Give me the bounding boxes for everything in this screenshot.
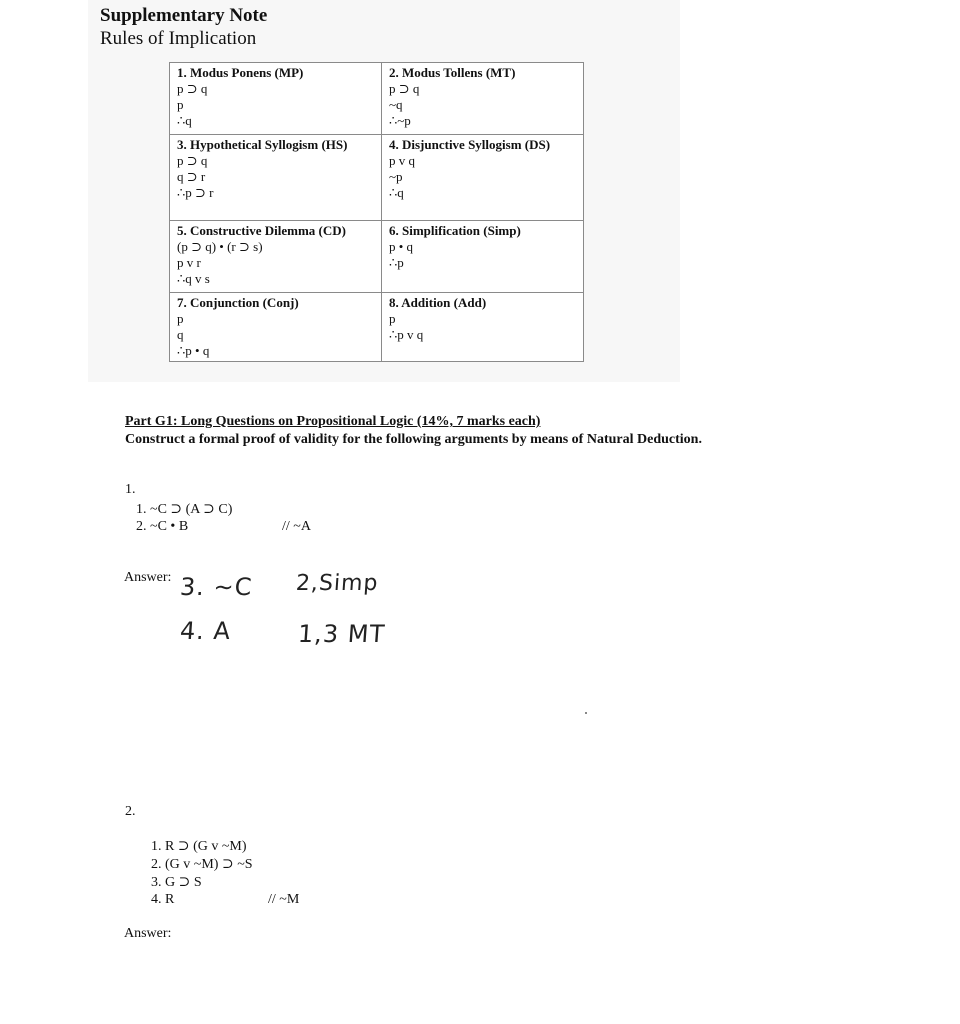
- rule-line: p ⊃ q: [389, 81, 420, 96]
- rule-line: ∴~p: [389, 113, 411, 128]
- rule-cell-hs: [170, 135, 382, 221]
- rule-line: p v r: [177, 255, 201, 270]
- question-2-answer-label: Answer:: [124, 926, 172, 941]
- rule-line: p ⊃ q: [177, 153, 208, 168]
- rule-line: p ⊃ q: [177, 81, 208, 96]
- rule-line: ~q: [389, 97, 403, 112]
- question-2-premise-1: 1. R ⊃ (G v ~M): [151, 839, 247, 854]
- rule-line: p: [389, 311, 396, 326]
- rule-line: p • q: [389, 239, 414, 254]
- rule-cell-conj: [170, 293, 382, 362]
- question-2-premise-2: 2. (G v ~M) ⊃ ~S: [151, 857, 253, 872]
- rule-name: 3. Hypothetical Syllogism (HS): [177, 137, 348, 152]
- rule-line: ∴p ⊃ r: [177, 185, 214, 200]
- question-2-premise-3: 3. G ⊃ S: [151, 875, 202, 890]
- question-1-premise-2: 2. ~C • B: [136, 519, 189, 534]
- page-title: Supplementary Note: [100, 5, 268, 26]
- rule-line: ∴q v s: [177, 271, 210, 286]
- part-description: Construct a formal proof of validity for the following arguments by means of Natural Deduction.: [125, 432, 702, 447]
- rule-name: 7. Conjunction (Conj): [177, 295, 299, 310]
- rule-cell-simp: [382, 221, 584, 293]
- rule-line: p: [177, 311, 184, 326]
- rule-line: ∴p • q: [177, 343, 210, 358]
- rule-line: ∴p: [389, 255, 404, 270]
- rule-line: ~p: [389, 169, 403, 184]
- part-title: Part G1: Long Questions on Propositional Logic (14%, 7 marks each): [125, 414, 541, 429]
- rule-cell-mp: [170, 63, 382, 135]
- rule-name: 4. Disjunctive Syllogism (DS): [389, 137, 551, 152]
- page-subtitle: Rules of Implication: [100, 28, 257, 49]
- rule-line: (p ⊃ q) • (r ⊃ s): [177, 239, 263, 254]
- rule-line: q: [177, 327, 184, 342]
- rule-line: ∴q: [389, 185, 404, 200]
- question-1-answer-label: Answer:: [124, 570, 172, 585]
- handwritten-justification-3: 2,Simp: [295, 571, 380, 596]
- handwritten-justification-4: 1,3 MT: [297, 620, 387, 648]
- question-1-number: 1.: [125, 482, 136, 497]
- question-2-conclusion: // ~M: [268, 892, 300, 907]
- rule-line: ∴p v q: [389, 327, 424, 342]
- question-2-number: 2.: [125, 804, 136, 819]
- rule-name: 6. Simplification (Simp): [389, 223, 521, 238]
- rule-cell-mt: [382, 63, 584, 135]
- rule-line: ∴q: [177, 113, 192, 128]
- rule-name: 1. Modus Ponens (MP): [177, 65, 304, 80]
- rule-line: q ⊃ r: [177, 169, 206, 184]
- rule-line: p v q: [389, 153, 415, 168]
- handwritten-step-3: 3. ~C: [179, 573, 254, 601]
- rule-cell-cd: [170, 221, 382, 293]
- handwritten-step-4: 4. A: [179, 617, 232, 645]
- question-2-premise-4: 4. R: [151, 892, 175, 907]
- rule-cell-add: [382, 293, 584, 362]
- rule-line: p: [177, 97, 184, 112]
- rule-cell-ds: [382, 135, 584, 221]
- rules-table: [169, 62, 584, 362]
- question-1-premise-1: 1. ~C ⊃ (A ⊃ C): [136, 502, 233, 517]
- rule-name: 2. Modus Tollens (MT): [389, 65, 516, 80]
- rule-name: 8. Addition (Add): [389, 295, 487, 310]
- rule-name: 5. Constructive Dilemma (CD): [177, 223, 346, 238]
- stray-mark: [585, 712, 587, 714]
- question-1-conclusion: // ~A: [282, 519, 311, 534]
